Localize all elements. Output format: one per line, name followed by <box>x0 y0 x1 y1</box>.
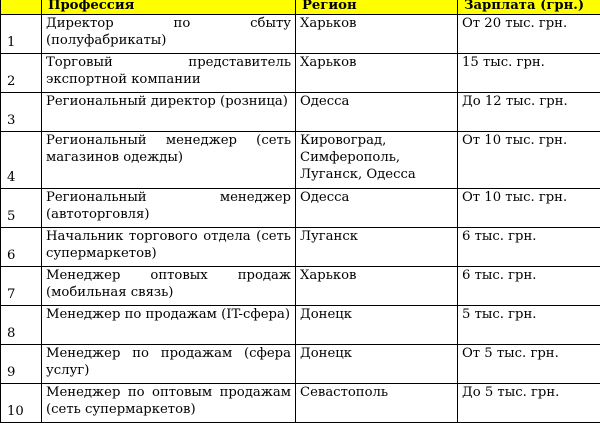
region-cell: Донецк <box>296 306 458 345</box>
profession-cell: Менеджер по продажам (IT-сфера) <box>42 306 296 345</box>
row-number: 1 <box>1 15 42 54</box>
region-cell: Донецк <box>296 345 458 384</box>
salary-cell: От 10 тыс. грн. <box>458 189 600 228</box>
region-cell: Луганск <box>296 228 458 267</box>
table-row <box>1 267 600 306</box>
table-row <box>1 306 600 345</box>
profession-cell: Региональный менеджер (сеть магазинов одежды) <box>42 132 296 189</box>
profession-cell: Менеджер по продажам (сфера услуг) <box>42 345 296 384</box>
salary-cell: 6 тыс. грн. <box>458 267 600 306</box>
row-number: 4 <box>1 132 42 189</box>
salary-cell: 5 тыс. грн. <box>458 306 600 345</box>
salary-cell: От 5 тыс. грн. <box>458 345 600 384</box>
region-cell: Севастополь <box>296 384 458 423</box>
profession-cell: Менеджер по оптовым продажам (сеть супермаркетов) <box>42 384 296 423</box>
profession-cell: Менеджер оптовых продаж (мобильная связь) <box>42 267 296 306</box>
table-row <box>1 189 600 228</box>
row-number: 8 <box>1 306 42 345</box>
region-cell: Харьков <box>296 15 458 54</box>
row-number: 3 <box>1 93 42 132</box>
table-row <box>1 54 600 93</box>
table-row <box>1 384 600 423</box>
profession-cell: Региональный директор (розница) <box>42 93 296 132</box>
region-cell: Одесса <box>296 93 458 132</box>
header-row <box>1 0 600 15</box>
profession-cell: Торговый представитель экспортной компании <box>42 54 296 93</box>
profession-cell: Региональный менеджер (автоторговля) <box>42 189 296 228</box>
region-cell: Харьков <box>296 267 458 306</box>
salary-cell: 15 тыс. грн. <box>458 54 600 93</box>
profession-cell: Директор по сбыту (полуфабрикаты) <box>42 15 296 54</box>
profession-cell: Начальник торгового отдела (сеть супермаркетов) <box>42 228 296 267</box>
table-row <box>1 132 600 189</box>
header-profession: Профессия <box>42 0 296 15</box>
salary-cell: От 10 тыс. грн. <box>458 132 600 189</box>
row-number: 10 <box>1 384 42 423</box>
table-row <box>1 93 600 132</box>
row-number: 2 <box>1 54 42 93</box>
region-cell: Кировоград, Симферополь, Луганск, Одесса <box>296 132 458 189</box>
table-row <box>1 228 600 267</box>
row-number: 7 <box>1 267 42 306</box>
header-region: Регион <box>296 0 458 15</box>
table-row <box>1 345 600 384</box>
header-salary: Зарплата (грн.) <box>458 0 600 15</box>
row-number: 5 <box>1 189 42 228</box>
row-number: 9 <box>1 345 42 384</box>
salary-cell: 6 тыс. грн. <box>458 228 600 267</box>
region-cell: Одесса <box>296 189 458 228</box>
region-cell: Харьков <box>296 54 458 93</box>
salary-cell: До 12 тыс. грн. <box>458 93 600 132</box>
table-row <box>1 15 600 54</box>
row-number: 6 <box>1 228 42 267</box>
salary-cell: До 5 тыс. грн. <box>458 384 600 423</box>
header-number <box>1 0 42 15</box>
salary-cell: От 20 тыс. грн. <box>458 15 600 54</box>
